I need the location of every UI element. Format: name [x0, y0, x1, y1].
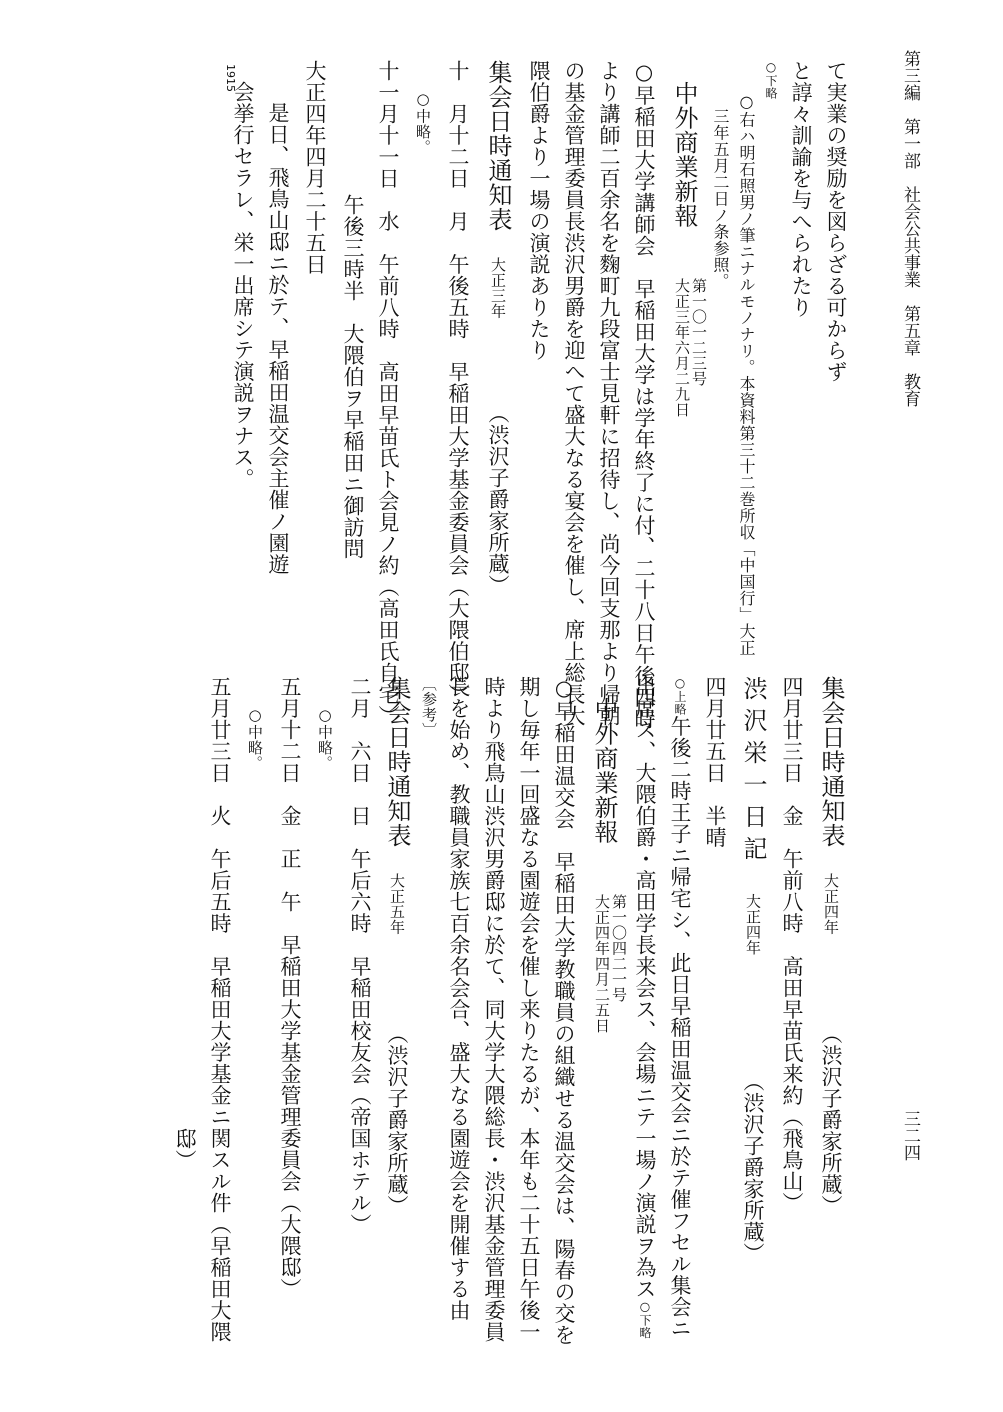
- source-title: 中外商業新報: [590, 697, 618, 844]
- bottom-section: [167, 676, 853, 1346]
- article-line: 隈伯爵より一場の演説ありたり: [527, 60, 551, 361]
- continued-text-line: て実業の奨励を図らざる可からず: [824, 60, 848, 383]
- source-title: 渋沢栄一日記: [739, 676, 767, 868]
- date-entry: [295, 60, 335, 660]
- article-line: の基金管理委員長渋沢男爵を迎へて盛大なる宴会を催し、席上総長大: [562, 60, 586, 727]
- source-heading: [732, 676, 774, 1278]
- schedule-row: 十 月十二日 月 午後五時 早稲田大学基金委員会（大隈伯邸）: [446, 60, 470, 705]
- page-number: 三二四: [900, 1110, 920, 1161]
- article-line: 期し毎年一回盛なる園遊会を催し来りたるが、本年も二十五日午後一: [517, 676, 541, 1343]
- source-heading: [377, 676, 417, 1278]
- western-year-annotation: 1915: [224, 64, 237, 92]
- editor-note-line: 三年五月二日ノ条参照。: [711, 108, 730, 290]
- schedule-row: 五月廿三日 火 午后五時 早稲田大学基金ニ関スル件（早稲田大隈: [208, 676, 232, 1343]
- article-line: より講師二百余名を麴町九段富士見軒に招待し、尚今回支那より帰朝: [597, 60, 621, 727]
- source-year: 大正四年: [744, 893, 762, 956]
- issue-info: [673, 278, 707, 418]
- omission-mark: ○中略。: [414, 90, 432, 155]
- editor-note-line: ○右ハ明石照男ノ筆ニナルモノナリ。本資料第三十二巻所収「中国行」大正: [737, 92, 756, 656]
- schedule-row: 十一月十一日 水 午前八時 高田早苗氏ト会見ノ約（高田氏自宅）: [376, 60, 400, 727]
- article-line: 長を始め、教職員家族七百余名会合、盛大なる園遊会を開催する由: [447, 676, 471, 1321]
- source-year: 大正五年: [388, 872, 406, 935]
- diary-text: 出席ス、大隈伯爵・高田学長来会ス、会場ニテ一場ノ演説ヲ為ス: [633, 676, 657, 1300]
- source-holder: （渋沢子爵家所蔵）: [819, 1022, 843, 1217]
- running-head: 第三編 第一部 社会公共事業 第五章 教育: [900, 50, 920, 407]
- omission-mark: ○中略。: [316, 706, 334, 771]
- source-title: 集会日時通知表: [383, 676, 411, 848]
- diary-line: [627, 676, 662, 1339]
- schedule-row-continued: 邸）: [173, 1127, 197, 1171]
- source-heading: [661, 60, 707, 660]
- issue-number: 第一〇四二一号: [610, 894, 628, 1003]
- omission-mark: ○下略: [764, 60, 778, 100]
- reference-label: 〔参考〕: [420, 676, 438, 738]
- source-year: 大正四年: [822, 872, 840, 935]
- schedule-row: 午後三時半 大隈伯ヲ早稲田ニ御訪問: [341, 194, 365, 560]
- diary-text: 午後二時王子ニ帰宅シ、此日早稲田温交会ニ於テ催フセル集会ニ: [668, 715, 692, 1339]
- source-title: 集会日時通知表: [817, 676, 845, 848]
- source-holder: （渋沢子爵家所蔵）: [385, 1022, 409, 1217]
- schedule-row: 四月廿三日 金 午前八時 高田早苗氏来約（飛鳥山）: [780, 676, 804, 1214]
- article-line: ○早稲田温交会 早稲田大学教職員の組織せる温交会は、陽春の交を: [552, 676, 576, 1346]
- paragraph-mark: ○: [632, 60, 656, 85]
- diary-date: 四月廿五日 半晴: [703, 676, 727, 848]
- issue-number: 第一〇一二三号: [690, 278, 708, 387]
- source-title: 中外商業新報: [670, 81, 698, 228]
- body-line: 会挙行セラレ、栄一出席シテ演説ヲナス。: [231, 81, 255, 490]
- source-heading: [475, 60, 521, 660]
- article-line: 時より飛鳥山渋沢男爵邸に於て、同大学大隈総長・渋沢基金管理委員: [482, 676, 506, 1343]
- body-line: 是日、飛鳥山邸ニ於テ、早稲田温交会主催ノ園遊: [266, 102, 290, 575]
- continued-text-line: と諄々訓諭を与へられたり: [789, 60, 813, 318]
- schedule-row: 五月十二日 金 正 午 早稲田大学基金管理委員会（大隈邸）: [278, 676, 302, 1300]
- omission-mark: ○中略。: [246, 706, 264, 771]
- source-heading: [809, 676, 853, 1278]
- omission-mark: ○下略: [638, 1299, 652, 1339]
- schedule-row: 二月 六日 日 午后六時 早稲田校友会（帝国ホテル）: [348, 676, 372, 1235]
- issue-date: 大正四年四月二五日: [593, 894, 611, 1034]
- issue-date: 大正三年六月二九日: [673, 278, 691, 418]
- source-holder: （渋沢子爵家所蔵）: [741, 1070, 765, 1265]
- issue-info: [593, 894, 627, 1034]
- source-year: 大正三年: [489, 256, 507, 319]
- article-line: [626, 60, 661, 730]
- article-text: 早稲田大学講師会 早稲田大学は学年終了に付、二十八日午後四時: [632, 84, 656, 730]
- source-holder: （渋沢子爵家所蔵）: [486, 402, 510, 597]
- source-heading: [581, 676, 627, 1278]
- omission-mark: ○上略: [673, 676, 687, 716]
- diary-line: [662, 676, 697, 1339]
- date-heading: 大正四年四月二十五日: [303, 60, 327, 275]
- source-title: 集会日時通知表: [484, 60, 512, 232]
